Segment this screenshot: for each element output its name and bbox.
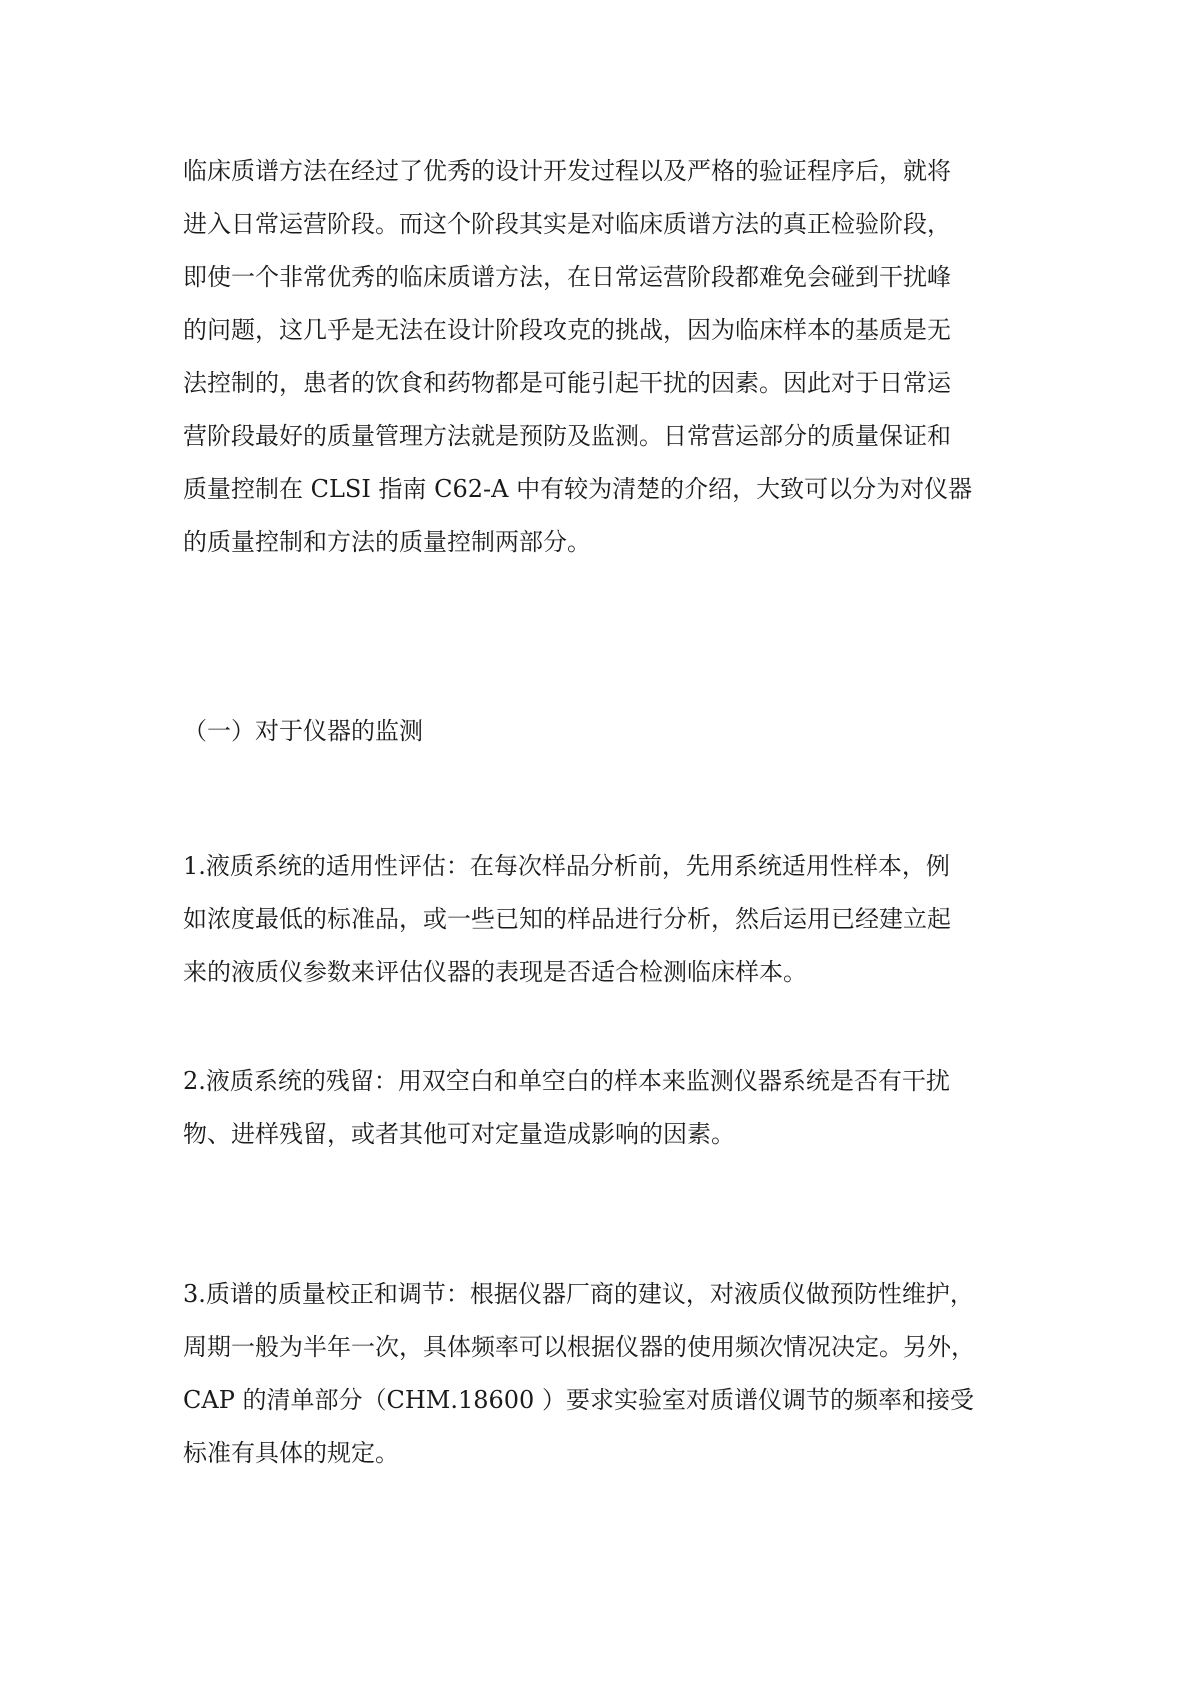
list-item-line: 3.质谱的质量校正和调节：根据仪器厂商的建议，对液质仪做预防性维护，: [183, 1280, 974, 1308]
intro-line: 质量控制在 CLSI 指南 C62-A 中有较为清楚的介绍，大致可以分为对仪器: [183, 475, 973, 503]
list-item-line: 标准有具体的规定。: [183, 1439, 399, 1467]
intro-line: 营阶段最好的质量管理方法就是预防及监测。日常营运部分的质量保证和: [183, 422, 951, 450]
list-item-line: CAP 的清单部分（CHM.18600 ）要求实验室对质谱仪调节的频率和接受: [183, 1386, 974, 1414]
intro-line: 法控制的，患者的饮食和药物都是可能引起干扰的因素。因此对于日常运: [183, 369, 951, 397]
list-item-carryover: [183, 1055, 1023, 1161]
intro-line: 进入日常运营阶段。而这个阶段其实是对临床质谱方法的真正检验阶段，: [183, 210, 951, 238]
list-item-system-suitability: [183, 840, 1023, 999]
intro-line: 临床质谱方法在经过了优秀的设计开发过程以及严格的验证程序后，就将: [183, 157, 951, 185]
intro-line: 的质量控制和方法的质量控制两部分。: [183, 528, 591, 556]
section-heading: [183, 705, 1023, 758]
list-item-line: 1.液质系统的适用性评估：在每次样品分析前，先用系统适用性样本，例: [183, 852, 950, 880]
list-item-line: 来的液质仪参数来评估仪器的表现是否适合检测临床样本。: [183, 958, 807, 986]
intro-line: 即使一个非常优秀的临床质谱方法，在日常运营阶段都难免会碰到干扰峰: [183, 263, 951, 291]
list-item-line: 如浓度最低的标准品，或一些已知的样品进行分析，然后运用已经建立起: [183, 905, 951, 933]
intro-line: 的问题，这几乎是无法在设计阶段攻克的挑战，因为临床样本的基质是无: [183, 316, 951, 344]
list-item-line: 物、进样残留，或者其他可对定量造成影响的因素。: [183, 1120, 735, 1148]
intro-paragraph: [183, 145, 1023, 569]
list-item-mass-calibration: [183, 1268, 1023, 1480]
section-heading-text: （一）对于仪器的监测: [183, 717, 423, 745]
list-item-line: 2.液质系统的残留：用双空白和单空白的样本来监测仪器系统是否有干扰: [183, 1067, 950, 1095]
list-item-line: 周期一般为半年一次，具体频率可以根据仪器的使用频次情况决定。另外，: [183, 1333, 975, 1361]
